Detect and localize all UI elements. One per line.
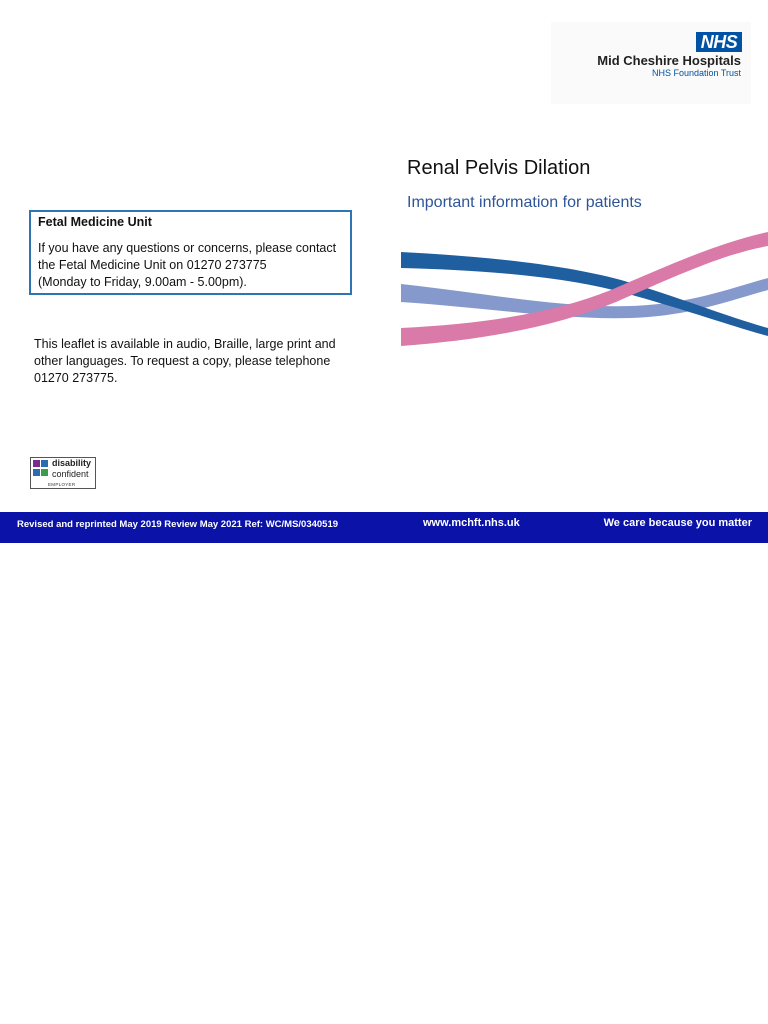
footer-website-link[interactable]: www.mchft.nhs.uk — [423, 517, 520, 529]
wave-graphic — [401, 228, 768, 360]
org-name: Mid Cheshire Hospitals — [597, 53, 741, 68]
leaflet-note-line: 01270 273775. — [34, 371, 118, 385]
wave-ribbons-icon — [401, 228, 768, 360]
page-title: Renal Pelvis Dilation — [407, 157, 591, 179]
badge-text: EMPLOYER — [48, 482, 76, 487]
leaflet-note-line: This leaflet is available in audio, Braille, large print and — [34, 337, 336, 351]
badge-text: confident — [52, 469, 89, 479]
leaflet-note-line: other languages. To request a copy, please telephone — [34, 354, 331, 368]
nhs-logo: NHS — [696, 32, 742, 52]
contact-line: the Fetal Medicine Unit on 01270 273775 — [38, 258, 267, 272]
page-subtitle: Important information for patients — [407, 194, 642, 211]
footer-revision: Revised and reprinted May 2019 Review May 2021 Ref: WC/MS/0340519 — [17, 519, 339, 530]
footer-slogan: We care because you matter — [603, 517, 752, 529]
org-subtitle: NHS Foundation Trust — [651, 68, 741, 78]
contact-box-title: Fetal Medicine Unit — [38, 215, 152, 229]
contact-line: (Monday to Friday, 9.00am - 5.00pm). — [38, 275, 247, 289]
contact-line: If you have any questions or concerns, please contact — [38, 241, 337, 255]
badge-text: disability — [52, 458, 92, 468]
